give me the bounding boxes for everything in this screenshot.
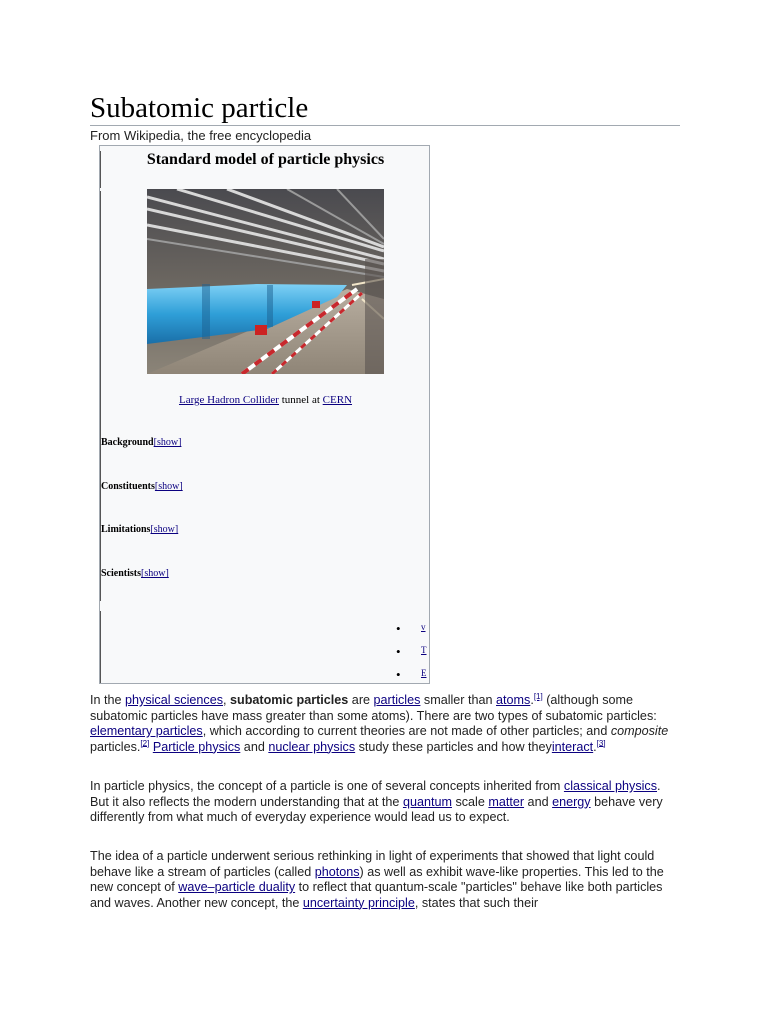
classical-physics-link[interactable]: classical physics: [563, 779, 658, 793]
page-title: Subatomic particle: [90, 92, 309, 124]
site-tagline: From Wikipedia, the free encyclopedia: [90, 128, 312, 143]
bold-term: subatomic particles: [230, 693, 349, 707]
infobox-caption: Standard model of particle physics: [146, 151, 385, 168]
large-hadron-collider-link[interactable]: Large Hadron Collider: [178, 394, 279, 406]
infobox-row-background: Background[show]: [101, 437, 182, 448]
uncertainty-principle-link[interactable]: uncertainty principle: [302, 895, 415, 910]
interact-link[interactable]: interact: [551, 739, 594, 754]
image-caption: [100, 394, 431, 406]
infobox-row-constituents: Constituents[show]: [101, 481, 183, 492]
show-toggle[interactable]: [show]: [153, 437, 182, 448]
navbox-view-link[interactable]: v: [421, 622, 426, 632]
navbox-talk-link[interactable]: T: [421, 645, 427, 655]
show-toggle[interactable]: [show]: [154, 481, 183, 492]
energy-link[interactable]: energy: [552, 794, 591, 809]
lhc-tunnel-image[interactable]: [147, 189, 384, 374]
photons-link[interactable]: photons: [314, 864, 360, 879]
particles-link[interactable]: particles: [373, 693, 421, 707]
nuclear-physics-link[interactable]: nuclear physics: [268, 739, 356, 754]
paragraph-concept: In particle physics, the concept of a particle is one of several concepts inherited from classical physics. But it also reflects the modern understanding that at the quantum scale matter and energy behave very differently from what much of everyday experience would lead us to expect.: [90, 779, 663, 824]
italic-term: composite: [610, 724, 669, 738]
elementary-particles-link[interactable]: elementary particles: [90, 724, 203, 738]
infobox: Standard model of particle physics Large Hadron Collider tunnel at CERN Background[show] Constituents[show] Limitations[show] Scientists[show] • v • T • E: [99, 145, 430, 684]
wave-particle-duality-link[interactable]: wave–particle duality: [178, 880, 296, 894]
paragraph-duality: The idea of a particle underwent serious rethinking in light of experiments that showed that light could behave like a stream of particles (called photons) as well as exhibit wave-like properties. This led to the new concept of wave–particle duality to reflect that quantum-scale "particles" behave like both particles and waves. Another new concept, the uncertainty principle, states that such their: [90, 849, 664, 910]
particle-physics-link[interactable]: Particle physics: [152, 739, 241, 754]
reference-link[interactable]: [1]: [533, 691, 543, 701]
infobox-divider: [100, 611, 101, 683]
infobox-divider: [100, 151, 101, 188]
title-divider: [90, 125, 680, 126]
matter-link[interactable]: matter: [488, 794, 525, 809]
reference-link[interactable]: [2]: [140, 738, 150, 748]
infobox-row-limitations: Limitations[show]: [101, 524, 179, 535]
show-toggle[interactable]: [show]: [150, 524, 179, 535]
reference-link[interactable]: [3]: [596, 738, 606, 748]
navbox-edit-link[interactable]: E: [421, 668, 427, 678]
paragraph-intro: In the physical sciences, subatomic particles are particles smaller than atoms.[1] (although some subatomic particles have mass greater than some atoms). There are two types of subatomic particles: elementary particles, which according to current theories are not made of other particles; and composite particles.[2] Particle physics and nuclear physics study these particles and how theyinteract.[3]: [90, 691, 669, 754]
infobox-row-scientists: Scientists[show]: [101, 568, 169, 579]
quantum-link[interactable]: quantum: [402, 794, 452, 809]
cern-link[interactable]: CERN: [322, 394, 353, 406]
physical-sciences-link[interactable]: physical sciences: [125, 693, 224, 707]
atoms-link[interactable]: atoms: [496, 693, 531, 707]
show-toggle[interactable]: [show]: [141, 568, 169, 579]
image-caption-text: tunnel at: [278, 394, 323, 406]
